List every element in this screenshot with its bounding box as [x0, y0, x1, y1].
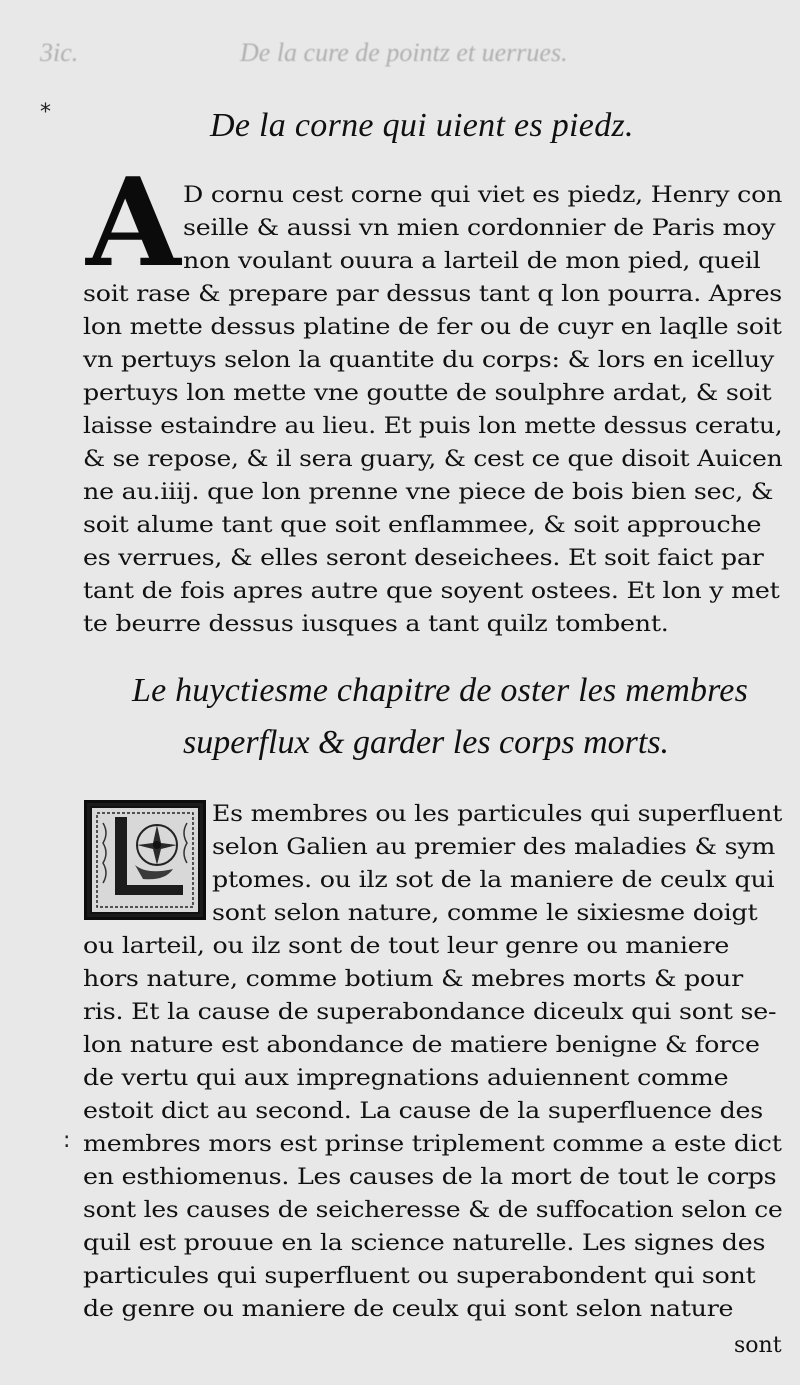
- text-line: hors nature, comme botium & mebres morts & pour: [83, 967, 743, 992]
- text-line: soit alume tant que soit enflammee, & soit approuche: [83, 513, 762, 538]
- drop-initial-a: A: [86, 150, 181, 294]
- text-line: ris. Et la cause de superabondance diceulx qui sont se-: [83, 1000, 777, 1025]
- text-line: ou larteil, ou ilz sont de tout leur genre ou maniere: [83, 934, 730, 959]
- catchword: sont: [734, 1333, 782, 1358]
- text-line: de vertu qui aux impregnations aduiennent comme: [83, 1066, 729, 1091]
- text-line: lon nature est abondance de matiere benigne & force: [83, 1033, 760, 1058]
- text-line: es verrues, & elles seront deseichees. Et soit faict par: [83, 546, 764, 571]
- text-line: vn pertuys selon la quantite du corps: & lors en icelluy: [83, 348, 775, 373]
- text-line: selon Galien au premier des maladies & sym: [212, 835, 776, 860]
- text-line: & se repose, & il sera guary, & cest ce que disoit Auicen: [83, 447, 783, 472]
- text-line: sont selon nature, comme le sixiesme doigt: [212, 901, 758, 926]
- margin-asterisk: *: [40, 100, 51, 125]
- text-line: te beurre dessus iusques a tant quilz tombent.: [83, 612, 669, 637]
- text-line: D cornu cest corne qui viet es piedz, Henry con: [183, 183, 783, 208]
- chapter-heading-line-1: Le huyctiesme chapitre de oster les membres: [132, 672, 749, 709]
- chapter-heading-line-2: superflux & garder les corps morts.: [183, 724, 670, 761]
- text-line: ne au.iiij. que lon prenne vne piece de bois bien sec, &: [83, 480, 774, 505]
- running-title: De la cure de pointz et uerrues.: [240, 38, 568, 67]
- text-line: seille & aussi vn mien cordonnier de Paris moy: [183, 216, 776, 241]
- text-line: membres mors est prinse triplement comme a este dict: [83, 1132, 782, 1157]
- text-line: de genre ou maniere de ceulx qui sont selon nature: [83, 1297, 734, 1322]
- text-line: soit rase & prepare par dessus tant q lon pourra. Apres: [83, 282, 783, 307]
- text-line: non voulant ouura a larteil de mon pied, queil: [183, 249, 761, 274]
- text-line: ptomes. ou ilz sot de la maniere de ceulx qui: [212, 868, 775, 893]
- text-line: laisse estaindre au lieu. Et puis lon mette dessus ceratu,: [83, 414, 783, 439]
- text-line: en esthiomenus. Les causes de la mort de tout le corps: [83, 1165, 777, 1190]
- text-line: quil est prouue en la science naturelle. Les signes des: [83, 1231, 766, 1256]
- text-line: Es membres ou les particules qui superfluent: [212, 802, 783, 827]
- text-line: pertuys lon mette vne goutte de soulphre ardat, & soit: [83, 381, 772, 406]
- margin-colon: :: [63, 1128, 71, 1153]
- text-line: lon mette dessus platine de fer ou de cuyr en laqlle soit: [83, 315, 782, 340]
- section-heading-corne: De la corne qui uient es piedz.: [210, 107, 634, 144]
- text-line: sont les causes de seicheresse & de suffocation selon ce: [83, 1198, 783, 1223]
- folio-number: 3ic.: [40, 38, 79, 67]
- text-line: tant de fois apres autre que soyent ostees. Et lon y met: [83, 579, 780, 604]
- text-line: particules qui superfluent ou superabondent qui sont: [83, 1264, 756, 1289]
- text-line: estoit dict au second. La cause de la superfluence des: [83, 1099, 764, 1124]
